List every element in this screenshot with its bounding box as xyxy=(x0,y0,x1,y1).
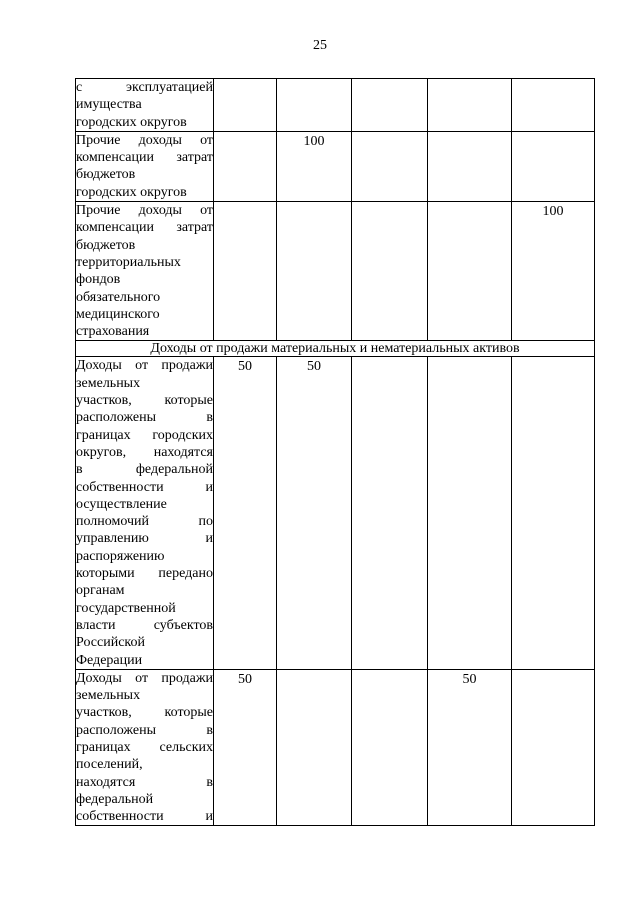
value-cell: 50 xyxy=(428,669,512,826)
value-cell xyxy=(214,202,277,341)
revenue-name-line: бюджетов xyxy=(76,237,136,253)
value-cell xyxy=(277,669,352,826)
value-cell: 100 xyxy=(277,131,352,201)
value-cell xyxy=(512,357,595,669)
value-cell xyxy=(277,79,352,132)
revenue-name-line: власти субъектов xyxy=(76,617,213,633)
revenue-name-line: собственности и xyxy=(76,809,213,825)
revenue-name-line: земельных xyxy=(76,375,141,391)
value-cell xyxy=(214,131,277,201)
revenue-name-line: компенсации затрат xyxy=(76,220,213,236)
revenue-name-line: страхования xyxy=(76,324,150,340)
revenue-name-line: границах городских xyxy=(76,427,213,443)
revenue-name-line: Доходы от продажи xyxy=(76,670,213,686)
table-row xyxy=(76,131,595,201)
table-row xyxy=(76,202,595,341)
revenue-name-line: федеральной xyxy=(76,791,154,807)
revenue-name-line: границах сельских xyxy=(76,739,213,755)
revenue-name-cell xyxy=(76,669,214,826)
revenue-name-line: городских округов xyxy=(76,184,187,200)
revenue-name-line: Прочие доходы от xyxy=(76,203,213,219)
value-cell xyxy=(428,131,512,201)
value-cell xyxy=(352,79,428,132)
revenue-name-line: участков, которые xyxy=(76,705,213,721)
revenue-name-line: которыми передано xyxy=(76,566,213,582)
value-cell xyxy=(352,202,428,341)
revenue-name-line: Федерации xyxy=(76,652,143,668)
value-cell xyxy=(512,79,595,132)
revenue-name-line: органам xyxy=(76,583,125,599)
revenue-name-line: поселений, xyxy=(76,757,143,773)
revenue-name-cell xyxy=(76,79,214,132)
revenue-name-cell xyxy=(76,202,214,341)
revenue-name-line: территориальных xyxy=(76,254,181,270)
value-cell: 50 xyxy=(214,669,277,826)
revenue-name-line: в федеральной xyxy=(76,462,213,478)
value-cell xyxy=(352,669,428,826)
value-cell xyxy=(428,357,512,669)
revenue-name-cell xyxy=(76,131,214,201)
revenue-name-line: Российской xyxy=(76,635,145,651)
revenue-name-line: обязательного xyxy=(76,289,161,305)
section-header-row xyxy=(76,341,595,357)
revenue-distribution-table xyxy=(75,78,595,826)
value-cell xyxy=(428,79,512,132)
revenue-name-line: городских округов xyxy=(76,114,187,130)
table-row xyxy=(76,357,595,669)
revenue-name-line: расположены в xyxy=(76,722,213,738)
revenue-name-line: полномочий по xyxy=(76,514,213,530)
table-row xyxy=(76,669,595,826)
revenue-name-line: имущества xyxy=(76,97,142,113)
value-cell xyxy=(512,669,595,826)
revenue-name-line: бюджетов xyxy=(76,167,136,183)
value-cell xyxy=(352,357,428,669)
revenue-name-line: округов, находятся xyxy=(76,444,213,460)
revenue-name-line: участков, которые xyxy=(76,393,213,409)
table-row xyxy=(76,79,595,132)
revenue-name-line: управлению и xyxy=(76,531,213,547)
value-cell xyxy=(352,131,428,201)
value-cell: 50 xyxy=(277,357,352,669)
value-cell: 100 xyxy=(512,202,595,341)
revenue-name-line: государственной xyxy=(76,600,176,616)
value-cell xyxy=(512,131,595,201)
section-header: Доходы от продажи материальных и нематериальных активов xyxy=(76,341,595,357)
revenue-name-line: распоряжению xyxy=(76,548,165,564)
value-cell xyxy=(214,79,277,132)
value-cell: 50 xyxy=(214,357,277,669)
revenue-name-line: фондов xyxy=(76,272,121,288)
value-cell xyxy=(277,202,352,341)
revenue-name-line: компенсации затрат xyxy=(76,150,213,166)
revenue-name-line: осуществление xyxy=(76,496,167,512)
revenue-name-line: медицинского xyxy=(76,306,160,322)
value-cell xyxy=(428,202,512,341)
revenue-name-line: с эксплуатацией xyxy=(76,80,213,95)
revenue-name-cell xyxy=(76,357,214,669)
page-number: 25 xyxy=(313,38,327,53)
revenue-name-line: Доходы от продажи xyxy=(76,358,213,374)
revenue-name-line: расположены в xyxy=(76,410,213,426)
revenue-name-line: земельных xyxy=(76,688,141,704)
revenue-name-line: находятся в xyxy=(76,774,213,790)
revenue-name-line: Прочие доходы от xyxy=(76,132,213,148)
revenue-name-line: собственности и xyxy=(76,479,213,495)
